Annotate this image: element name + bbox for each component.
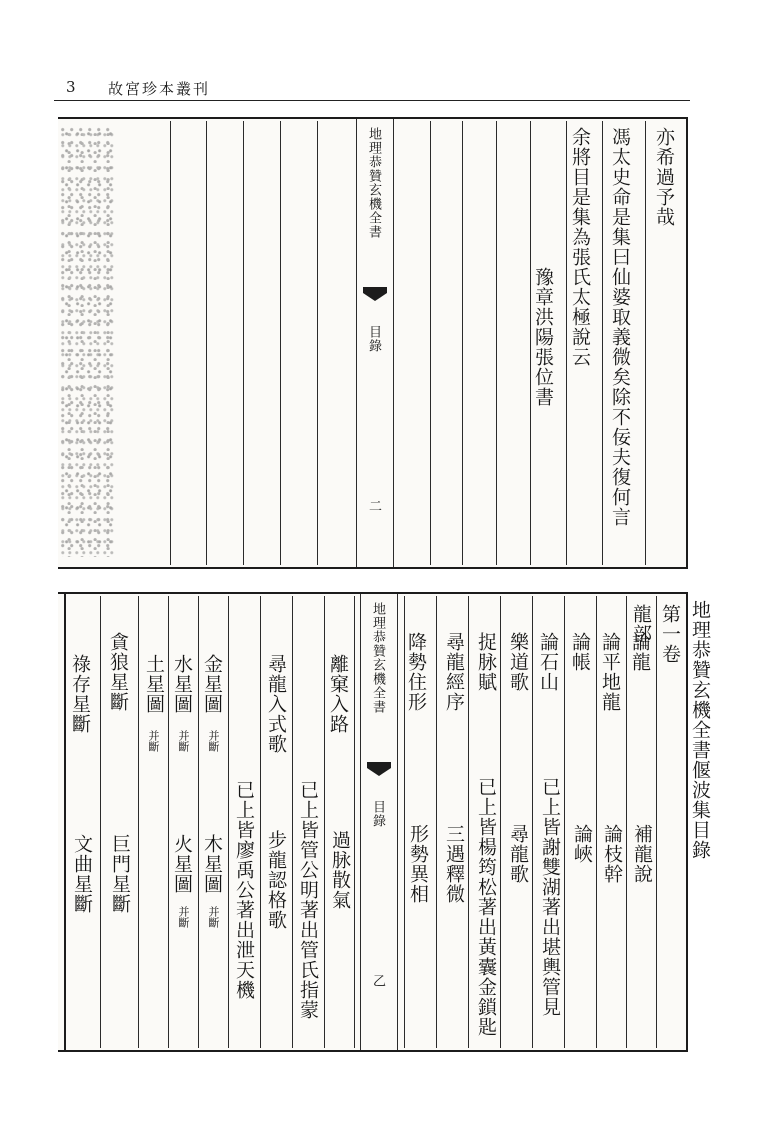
- toc-entry: 步龍認格歌: [265, 830, 287, 930]
- toc-entry: 尋龍經序: [443, 632, 465, 712]
- toc-entry: 巨門星斷: [109, 834, 131, 914]
- toc-note: 并斷: [147, 730, 160, 752]
- column-rule: [596, 596, 597, 1048]
- preface-column: 亦希過予哉: [653, 127, 675, 227]
- toc-entry: 論石山: [537, 632, 559, 692]
- toc-entry: 論枝幹: [601, 824, 623, 884]
- toc-entry: 論帳: [569, 632, 591, 672]
- toc-entry: 論峽: [571, 824, 593, 864]
- toc-entry: 木星圖: [201, 834, 223, 894]
- right-border: [686, 117, 688, 569]
- toc-entry: 三遇釋微: [443, 824, 465, 904]
- author-note: 已上皆楊筠松著出黃囊金鎖匙: [475, 777, 497, 1037]
- column-rule: [602, 121, 603, 565]
- column-rule: [228, 596, 229, 1048]
- column-rule: [324, 596, 325, 1048]
- column-rule: [292, 596, 293, 1048]
- left-border: [64, 592, 66, 1052]
- column-rule: [496, 121, 497, 565]
- author-note: 已上皆謝雙湖著出堪輿管見: [539, 777, 561, 1017]
- toc-entry: 捉脉賦: [475, 632, 497, 692]
- center-section: 目錄: [370, 800, 385, 828]
- toc-note: 并斷: [177, 730, 190, 752]
- center-title: 地理恭贊玄機全書: [366, 127, 381, 239]
- column-rule: [462, 121, 463, 565]
- column-rule: [354, 596, 355, 1048]
- right-border: [686, 592, 688, 1052]
- column-rule: [317, 121, 318, 565]
- toc-note: 并斷: [207, 906, 220, 928]
- toc-entry: 尋龍歌: [507, 824, 529, 884]
- column-rule: [138, 596, 139, 1048]
- column-rule: [500, 596, 501, 1048]
- section-label: 龍部: [630, 604, 652, 644]
- preface-column: 余將目是集為張氏太極說云: [569, 127, 591, 367]
- column-rule: [564, 596, 565, 1048]
- toc-entry: 補龍說: [631, 824, 653, 884]
- toc-entry: 降勢住形: [405, 632, 427, 712]
- toc-entry: 過脉散氣: [329, 830, 351, 910]
- column-rule: [168, 596, 169, 1048]
- column-rule: [656, 596, 657, 1048]
- toc-entry: 形勢異相: [407, 824, 429, 904]
- center-page: 乙: [370, 974, 385, 988]
- volume-label: 第一卷: [659, 604, 681, 664]
- column-rule: [170, 121, 171, 565]
- page-number: 3: [66, 78, 76, 96]
- center-fold: [360, 594, 398, 1050]
- page-header: [54, 76, 690, 101]
- toc-entry: 金星圖: [201, 654, 223, 714]
- toc-entry: 祿存星斷: [69, 654, 91, 734]
- column-rule: [280, 121, 281, 565]
- toc-entry: 文曲星斷: [71, 834, 93, 914]
- column-rule: [243, 121, 244, 565]
- preface-column: 馮太史命是集曰仙婆取義微矣除不佞夫復何言: [609, 127, 631, 527]
- toc-entry: 論平地龍: [599, 632, 621, 712]
- toc-note: 并斷: [177, 906, 190, 928]
- toc-entry: 火星圖: [171, 834, 193, 894]
- bottom-border: [58, 1050, 688, 1052]
- column-rule: [645, 121, 646, 565]
- center-title: 地理恭贊玄機全書: [370, 602, 385, 714]
- signature-column: 豫章洪陽張位書: [532, 267, 554, 407]
- top-page-scan: [58, 117, 688, 569]
- bottom-border: [58, 567, 688, 569]
- column-rule: [626, 596, 627, 1048]
- toc-entry: 土星圖: [143, 654, 165, 714]
- author-note: 已上皆廖禹公著出泄天機: [233, 780, 255, 1000]
- column-rule: [532, 596, 533, 1048]
- toc-entry: 論龍: [629, 632, 651, 672]
- center-page: 二: [366, 499, 381, 513]
- series-title: 故宮珍本叢刊: [108, 80, 211, 98]
- column-rule: [430, 121, 431, 565]
- column-rule: [198, 596, 199, 1048]
- author-note: 已上皆管公明著出管氏指蒙: [297, 780, 319, 1020]
- toc-entry: 離窠入路: [327, 654, 349, 734]
- column-rule: [436, 596, 437, 1048]
- toc-entry: 尋龍入式歌: [265, 654, 287, 754]
- toc-entry: 水星圖: [171, 654, 193, 714]
- toc-note: 并斷: [207, 730, 220, 752]
- fishtail-mark: [367, 762, 391, 776]
- column-rule: [566, 121, 567, 565]
- column-rule: [468, 596, 469, 1048]
- fishtail-mark: [363, 287, 387, 301]
- column-rule: [260, 596, 261, 1048]
- center-section: 目錄: [366, 325, 381, 353]
- center-fold: [356, 119, 394, 567]
- scan-noise: [60, 127, 114, 557]
- toc-title: 地理恭贊玄機全書偃波集目錄: [689, 600, 711, 860]
- toc-entry: 貪狼星斷: [107, 632, 129, 712]
- column-rule: [206, 121, 207, 565]
- toc-entry: 樂道歌: [507, 632, 529, 692]
- column-rule: [100, 596, 101, 1048]
- bottom-page-scan: [58, 592, 711, 1052]
